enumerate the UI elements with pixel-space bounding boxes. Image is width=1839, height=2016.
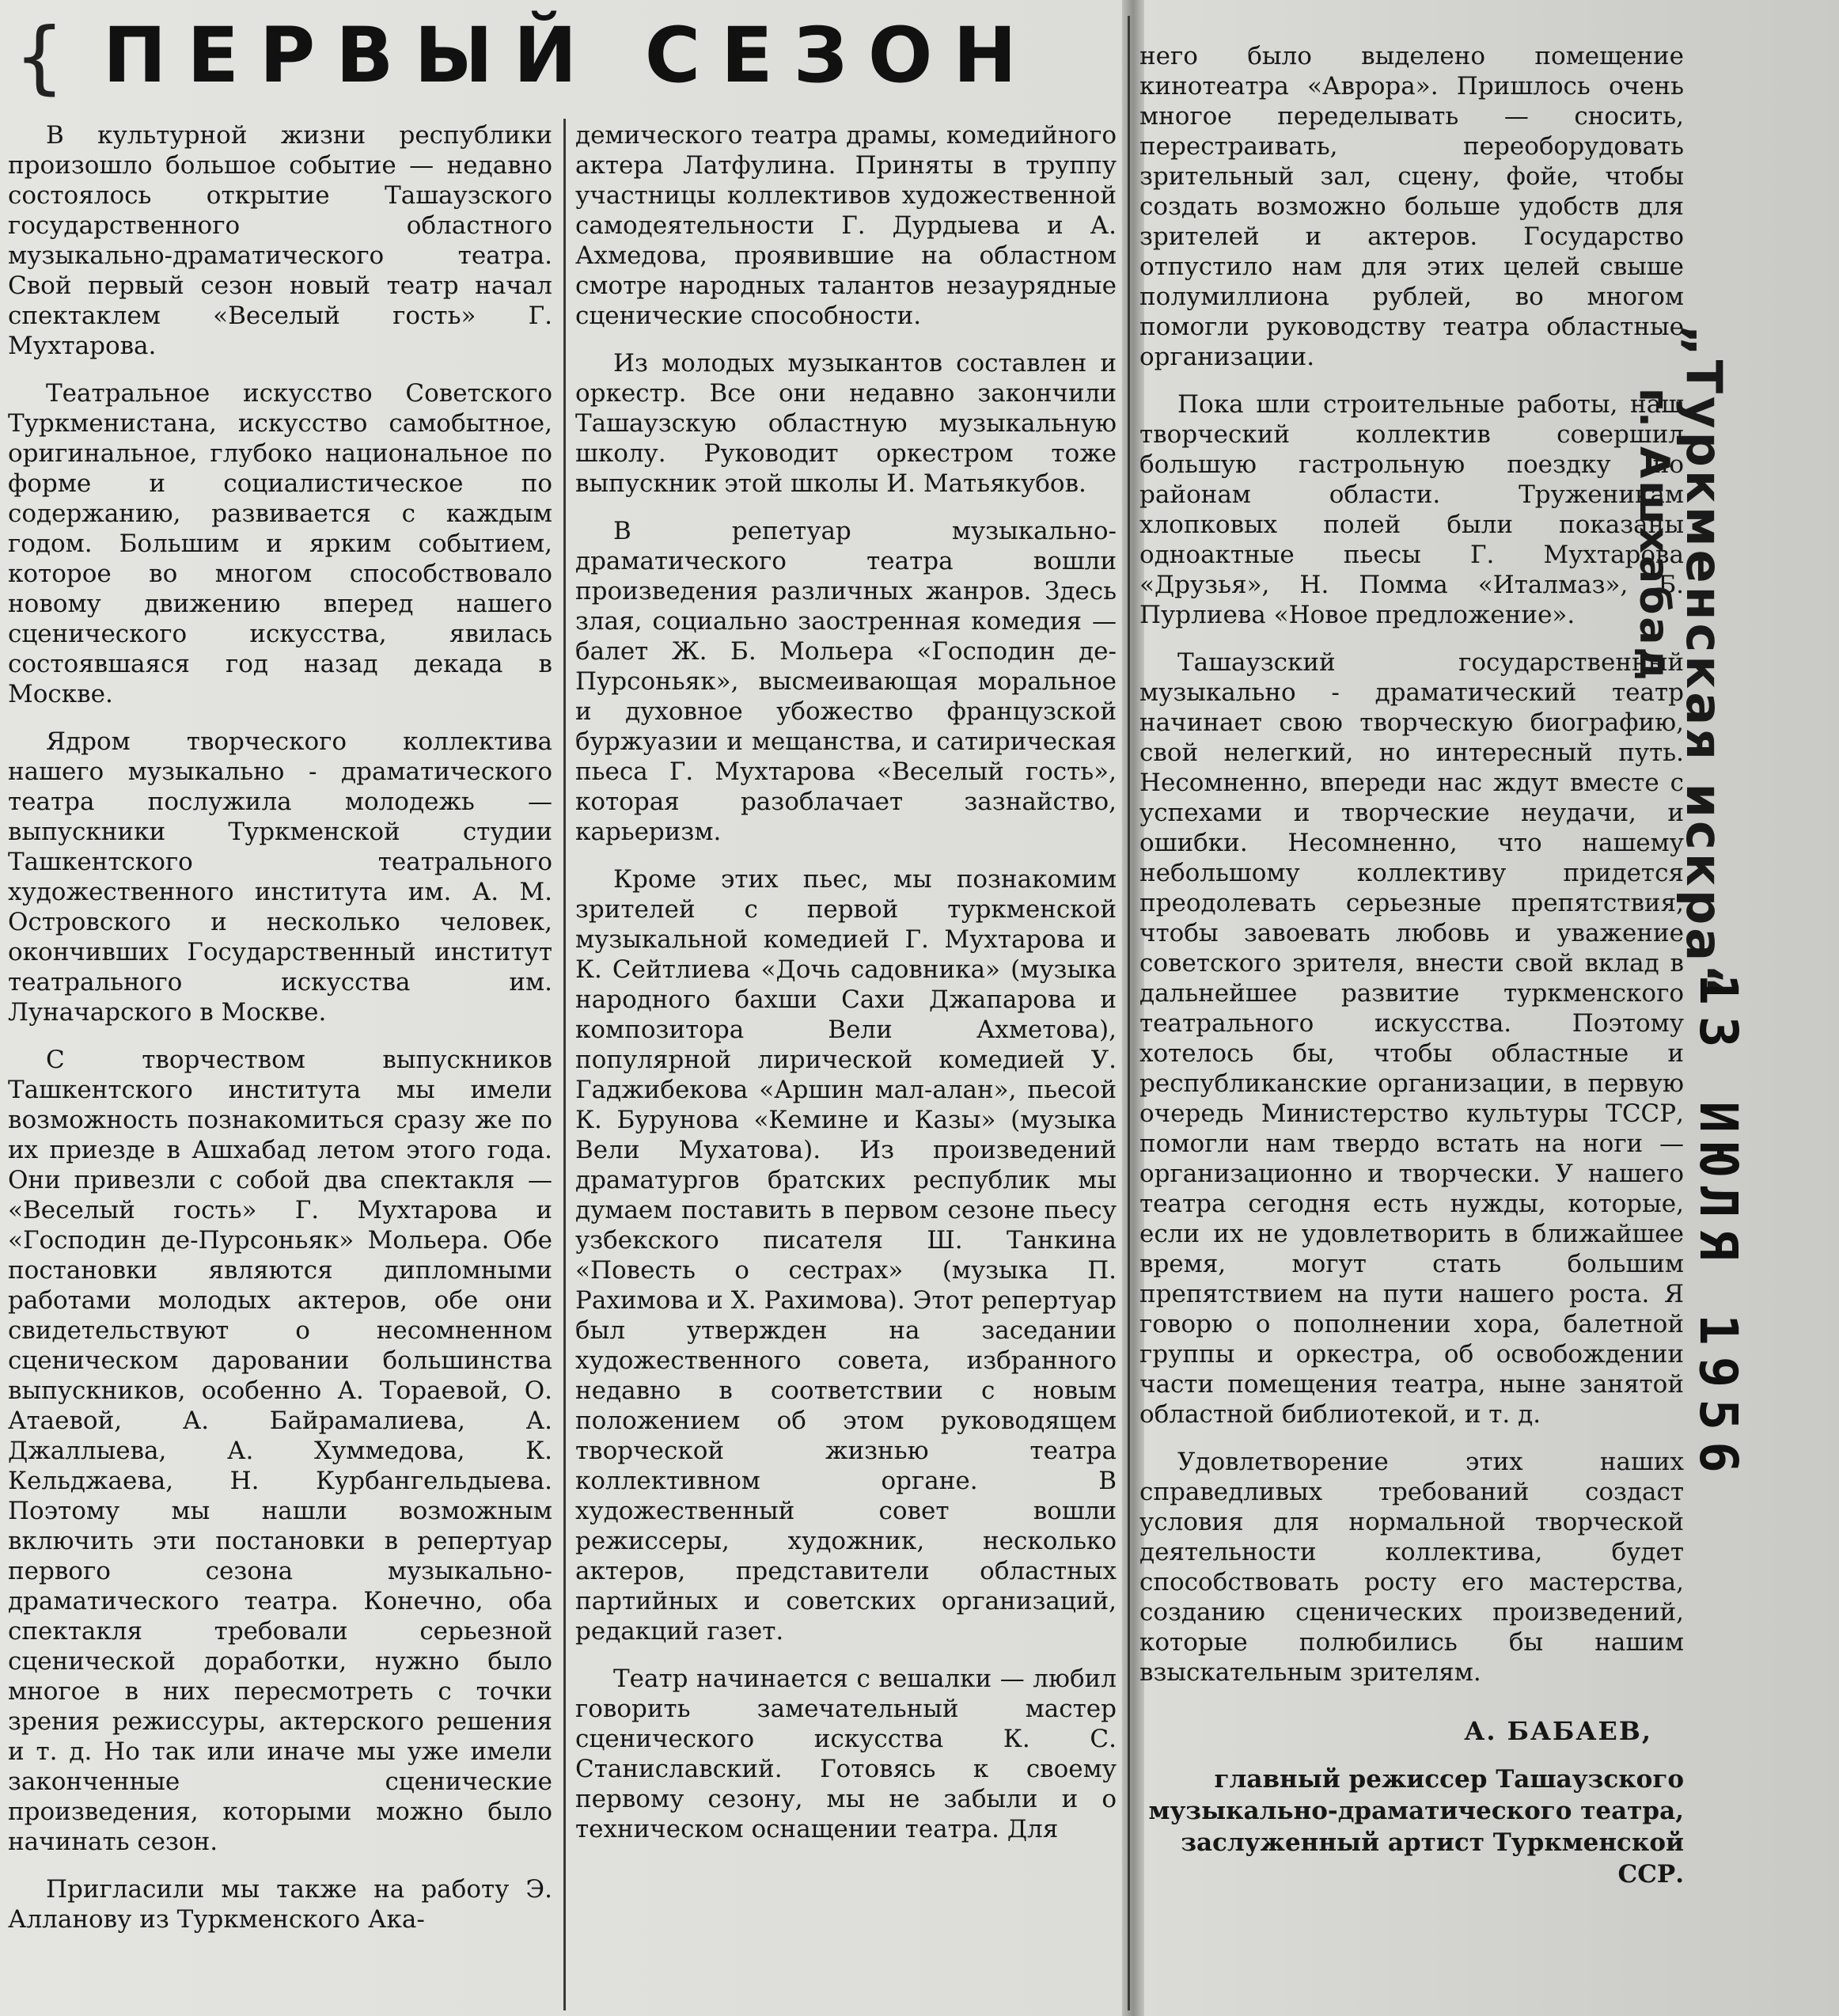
column-divider [563,119,566,2010]
paragraph: Из молодых музыкантов составлен и оркестр. Все они недавно закончили Ташаузскую областную музыкальную школу. Руководит оркестром тоже выпускник этой школы И. Матьякубов. [575,349,1117,498]
paragraph: Пока шли строительные работы, наш творческий коллектив совершил большую гастрольную поездку по районам области. Труженикам хлопковых полей были показаны одноактные пьесы Г. Мухтарова «Друзья», Н. Помма «Италмаз», Б. Пурлиева «Новое предложение». [1139,390,1684,629]
source-city: г. Ашхабад [1630,388,1678,683]
paragraph: Театр начинается с вешалки — любил говорить замечательный мастер сценического искусства К. С. Станиславский. Готовясь к своему первому сезону, мы не забыли и о техническом оснащении театра. Для [575,1665,1117,1843]
paragraph: В культурной жизни республики произошло большое событие — недавно состоялось открытие Ташаузского государственного областного музыкально-драматического театра. Свой первый сезон новый театр начал спектаклем «Веселый гость» Г. Мухтарова. [8,121,552,360]
paragraph: Удовлетворение этих наших справедливых требований создаст условия для нормальной творческой деятельности коллектива, будет способствовать росту его мастерства, созданию сценических произведений, которые полюбились бы нашим взыскательным зрителям. [1139,1448,1684,1687]
paragraph: него было выделено помещение кинотеатра «Аврора». Пришлось очень многое переделывать — сносить, перестраивать, переоборудовать зрительный зал, сцену, фойе, чтобы создать возможно больше удобств для зрителей и актеров. Государство отпустило нам для этих целей свыше полумиллиона рублей, во многом помогли руководству театра областные организации. [1139,42,1684,371]
paragraph: Театральное искусство Советского Туркменистана, искусство самобытное, оригинальное, глубоко национальное по форме и социалистическое по содержанию, развивается с каждым годом. Большим и ярким событием, которое во многом способствовало новому движению вперед нашего сценического искусства, явилась состоявшаяся год назад декада в Москве. [8,379,552,708]
author-role: главный режиссер Ташаузского музыкально-драматического театра, заслуженный артист Туркменской ССР. [1148,1765,1684,1889]
source-stamp: „Туркменская искра“ [1675,325,1733,1000]
paragraph: Ташаузский государственный музыкально - драматический театр начинает свою творческую биографию, свой нелегкий, но интересный путь. Несомненно, впереди нас ждут вместе с успехами и творческие неудачи, и ошибки. Несомненно, что нашему небольшому коллективу придется преодолевать серьезные препятствия, чтобы завоевать любовь и уважение советского зрителя, внести свой вклад в дальнейшее развитие туркменского театрального искусства. Поэтому хотелось бы, чтобы областные и республиканские организации, в первую очередь Министерство культуры ТССР, помогли нам твердо встать на ноги — организационно и творчески. У нашего театра сегодня есть нужды, которые, если их не удовлетворить в ближайшее время, могут стать большим препятствием на пути нашего роста. Я говорю о пополнении хора, балетной группы и оркестра, об освобождении части помещения театра, ныне занятой областной библиотекой, и т. д. [1139,648,1684,1429]
paragraph: Ядром творческого коллектива нашего музыкально - драматического театра послужила молодежь — выпускники Туркменской студии Ташкентского театрального художественного института им. А. М. Островского и несколько человек, окончивших Государственный институт театрального искусства им. Луначарского в Москве. [8,727,552,1027]
paragraph: Кроме этих пьес, мы познакомим зрителей с первой туркменской музыкальной комедией Г. Мухтарова и К. Сейтлиева «Дочь садовника» (музыка народного бахши Сахи Джапарова и композитора Вели Ахметова), популярной лирической комедией У. Гаджибекова «Аршин мал-алан», пьесой К. Бурунова «Кемине и Казы» (музыка Вели Мухатова). Из произведений драматургов братских республик мы думаем поставить в первом сезоне пьесу узбекского писателя Ш. Танкина «Повесть о сестрах» (музыка П. Рахимова и Х. Рахимова). Этот репертуар был утвержден на заседании художественного совета, избранного недавно в соответствии с новым положением об этом руководящем творческой жизнью театра коллективном органе. В художественный совет вошли режиссеры, художник, несколько актеров, представители областных партийных и советских организаций, редакций газет. [575,865,1117,1646]
article-column-2 [575,120,1117,2012]
article-column-3 [1139,41,1684,2012]
article-column-1 [8,120,552,2012]
author-name: А. БАБАЕВ, [1464,1716,1652,1746]
paragraph: Пригласили мы также на работу Э. Алланову из Туркменского Ака- [8,1875,552,1934]
decorative-brace: { [14,10,65,103]
article-title: ПЕРВЫЙ СЕЗОН [103,11,1037,100]
paragraph: В репетуар музыкально-драматического театра вошли произведения различных жанров. Здесь злая, социально заостренная комедия — балет Ж. Б. Мольера «Господин де-Пурсоньяк», высмеивающая моральное и духовное убожество французской буржуазии и мещанства, и сатирическая пьеса Г. Мухтарова «Веселый гость», которая разоблачает зазнайство, карьеризм. [575,517,1117,846]
date-stamp: 13 ИЮЛЯ 1956 [1688,974,1749,1484]
paragraph: С творчеством выпускников Ташкентского института мы имели возможность познакомиться сразу же по их приезде в Ашхабад летом этого года. Они привезли с собой два спектакля — «Веселый гость» Г. Мухтарова и «Господин де-Пурсоньяк» Мольера. Обе постановки являются дипломными работами молодых актеров, обе они свидетельствуют о несомненном сценическом даровании большинства выпускников, особенно А. Тораевой, О. Атаевой, А. Байрамалиева, А. Джаллыева, А. Хуммедова, К. Кельджаева, Н. Курбангельдыева. Поэтому мы нашли возможным включить эти постановки в репертуар первого сезона музыкально-драматического театра. Конечно, оба спектакля требовали серьезной сценической доработки, нужно было многое в них пересмотреть с точки зрения режиссуры, актерского решения и т. д. Но так или иначе мы уже имели законченные сценические произведения, которыми можно было начинать сезон. [8,1046,552,1856]
column-divider [1128,16,1130,2010]
paragraph: демического театра драмы, комедийного актера Латфулина. Приняты в труппу участницы коллективов художественной самодеятельности Г. Дурдыева и А. Ахмедова, проявившие на областном смотре народных талантов незаурядные сценические способности. [575,121,1117,330]
